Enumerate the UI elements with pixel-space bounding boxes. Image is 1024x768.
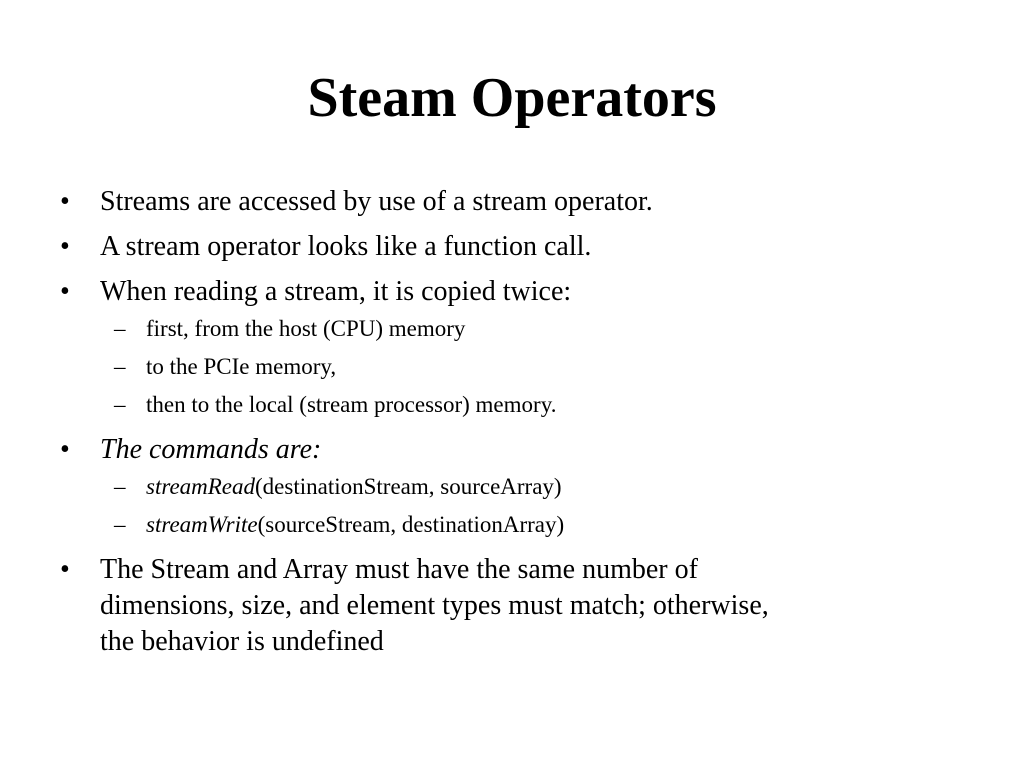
sub-bullet-item (0, 390, 1024, 420)
bullet-item (0, 274, 1024, 310)
sub-bullet-marker: – (114, 512, 126, 537)
sub-bullet-marker: – (114, 354, 126, 379)
bullet-list (0, 184, 1024, 669)
bullet-item (0, 552, 1024, 660)
function-args: (destinationStream, sourceArray) (255, 474, 562, 499)
bullet-marker: • (60, 231, 70, 262)
sub-bullet-marker: – (114, 316, 126, 341)
sub-bullet-item (0, 510, 1024, 540)
bullet-marker: • (60, 186, 70, 217)
sub-bullet-item (0, 352, 1024, 382)
sub-bullet-item (0, 472, 1024, 502)
bullet-text-line: The Stream and Array must have the same number of (100, 554, 698, 585)
bullet-text: Streams are accessed by use of a stream operator. (100, 186, 653, 217)
bullet-marker: • (60, 276, 70, 307)
sub-bullet-text: first, from the host (CPU) memory (146, 316, 466, 341)
bullet-text-line: dimensions, size, and element types must match; otherwise, (100, 590, 769, 621)
bullet-text: When reading a stream, it is copied twice: (100, 276, 572, 307)
bullet-text: A stream operator looks like a function call. (100, 231, 592, 262)
bullet-marker: • (60, 554, 70, 585)
function-name: streamWrite (146, 512, 258, 537)
function-args: (sourceStream, destinationArray) (257, 512, 565, 537)
bullet-marker: • (60, 434, 70, 465)
bullet-text: The commands are: (100, 434, 322, 465)
sub-bullet-text: then to the local (stream processor) memory. (146, 392, 557, 417)
slide-title: Steam Operators (307, 67, 717, 129)
sub-bullet-item (0, 314, 1024, 344)
bullet-item (0, 184, 1024, 220)
sub-bullet-marker: – (114, 392, 126, 417)
function-name: streamRead (146, 474, 256, 499)
sub-bullet-text: to the PCIe memory, (146, 354, 337, 379)
sub-bullet-marker: – (114, 474, 126, 499)
bullet-item (0, 432, 1024, 468)
bullet-text-line: the behavior is undefined (100, 626, 384, 657)
bullet-item (0, 229, 1024, 265)
